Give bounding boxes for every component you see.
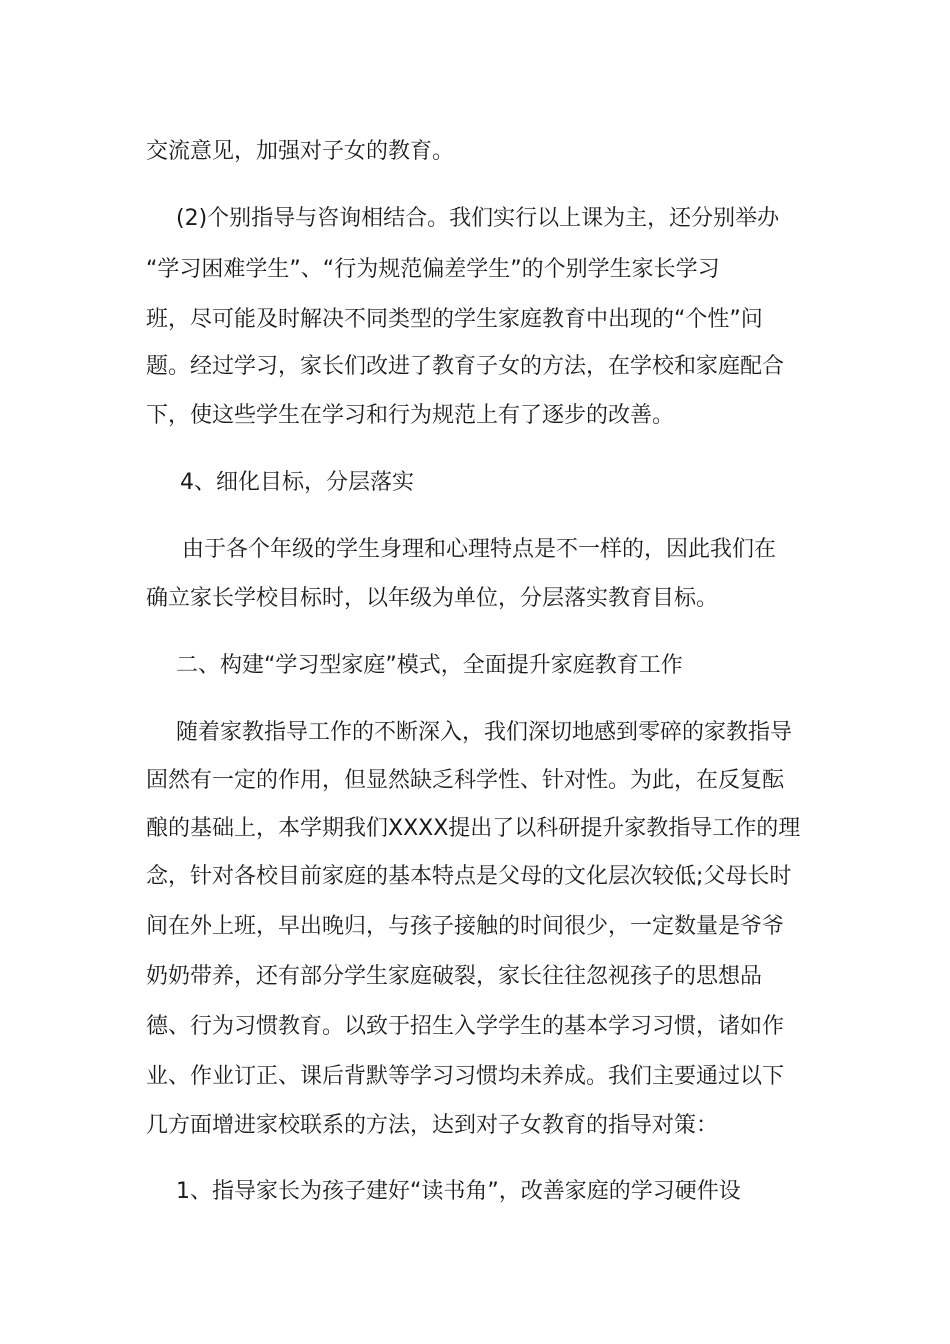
text-line: 业、作业订正、课后背默等学习习惯均未养成。我们主要通过以下 xyxy=(146,1064,785,1089)
text-line: 德、行为习惯教育。以致于招生入学学生的基本学习习惯，诸如作 xyxy=(146,1014,785,1039)
text-line: 题。经过学习，家长们改进了教育子女的方法，在学校和家庭配合 xyxy=(146,354,785,379)
section-heading: 4、细化目标，分层落实 xyxy=(180,470,414,495)
text-line: 间在外上班，早出晚归，与孩子接触的时间很少，一定数量是爷爷 xyxy=(146,914,785,939)
text-line: 班，尽可能及时解决不同类型的学生家庭教育中出现的“个性”问 xyxy=(146,307,763,332)
text-line: (2)个别指导与咨询相结合。我们实行以上课为主，还分别举办 xyxy=(176,206,780,231)
text-line: 念，针对各校目前家庭的基本特点是父母的文化层次较低;父母长时 xyxy=(146,864,792,889)
text-line: 下，使这些学生在学习和行为规范上有了逐步的改善。 xyxy=(146,403,675,428)
text-line: 酿的基础上，本学期我们XXXX提出了以科研提升家教指导工作的理 xyxy=(146,816,801,841)
section-heading: 二、构建“学习型家庭”模式，全面提升家庭教育工作 xyxy=(176,653,683,678)
text-line: 奶奶带养，还有部分学生家庭破裂，家长往往忽视孩子的思想品 xyxy=(146,964,763,989)
section-heading: 1、指导家长为孩子建好“读书角”，改善家庭的学习硬件设 xyxy=(176,1179,741,1204)
text-line: 几方面增进家校联系的方法，达到对子女教育的指导对策： xyxy=(146,1113,719,1138)
text-line: 随着家教指导工作的不断深入，我们深切地感到零碎的家教指导 xyxy=(176,720,793,745)
text-line: “学习困难学生”、“行为规范偏差学生”的个别学生家长学习 xyxy=(146,257,720,282)
text-line: 固然有一定的作用，但显然缺乏科学性、针对性。为此，在反复酝 xyxy=(146,768,785,793)
text-line: 由于各个年级的学生身理和心理特点是不一样的，因此我们在 xyxy=(182,537,777,562)
text-line: 交流意见，加强对子女的教育。 xyxy=(146,139,455,164)
text-line: 确立家长学校目标时，以年级为单位，分层落实教育目标。 xyxy=(146,586,719,611)
